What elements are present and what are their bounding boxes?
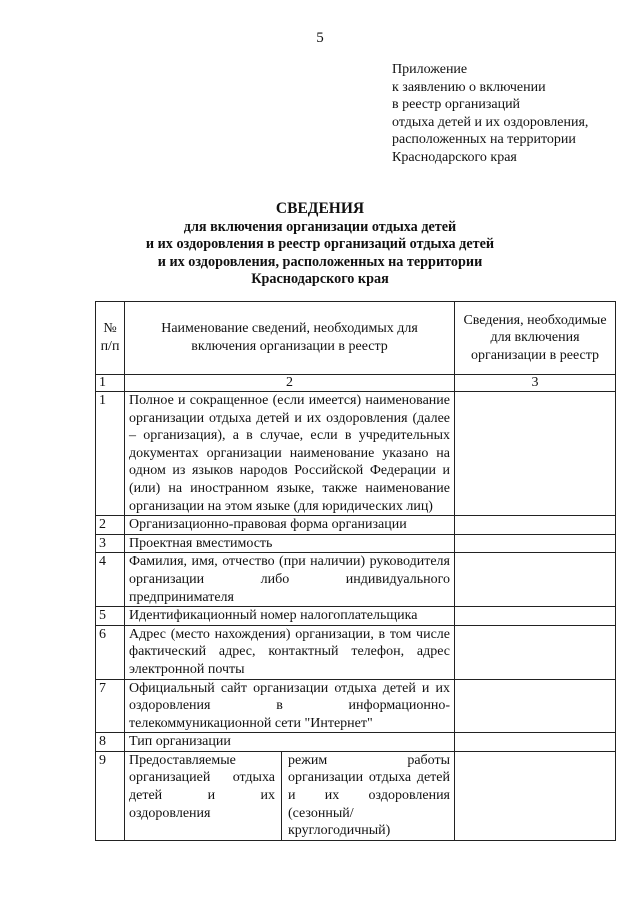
row-value-cell[interactable] xyxy=(455,553,616,607)
row-value-cell[interactable] xyxy=(455,392,616,516)
row-text-right: режим работы организации отдыха детей и их оздоровления (сезонный/круглогодичный) xyxy=(281,752,454,840)
table-row xyxy=(96,751,616,840)
row-text: Фамилия, имя, отчество (при наличии) руководителя организации либо индивидуального предпринимателя xyxy=(125,553,455,607)
row-number: 9 xyxy=(96,751,125,840)
appendix-line: Краснодарского края xyxy=(392,149,517,165)
appendix-line: расположенных на территории xyxy=(392,132,576,148)
column-number: 2 xyxy=(125,375,455,392)
table-row xyxy=(96,679,616,733)
header-info: Сведения, необходимые для включения организации в реестр xyxy=(455,302,616,375)
row-value-cell[interactable] xyxy=(455,733,616,752)
row-number: 8 xyxy=(96,733,125,752)
row-number: 5 xyxy=(96,607,125,626)
row-text: Официальный сайт организации отдыха детей и их оздоровления в информационно-телекоммуникационной сети "Интернет" xyxy=(125,679,455,733)
row-value-cell[interactable] xyxy=(455,625,616,679)
row-number: 3 xyxy=(96,534,125,553)
row-value-cell[interactable] xyxy=(455,751,616,840)
row-text: Идентификационный номер налогоплательщика xyxy=(125,607,455,626)
row-value-cell[interactable] xyxy=(455,516,616,535)
column-number: 3 xyxy=(455,375,616,392)
appendix-line: в реестр организаций xyxy=(392,97,521,113)
row-text-left: Предоставляемые организацией отдыха детей и их оздоровления xyxy=(129,752,275,821)
row-text: Организационно-правовая форма организации xyxy=(125,516,455,535)
table-row xyxy=(96,516,616,535)
table-row xyxy=(96,392,616,516)
column-number: 1 xyxy=(96,375,125,392)
subtitle-line: и их оздоровления в реестр организаций отдыха детей xyxy=(145,236,495,253)
row-value-cell[interactable] xyxy=(455,607,616,626)
row-text-split xyxy=(125,751,455,840)
appendix-line: отдыха детей и их оздоровления, xyxy=(392,114,589,130)
table-header-row xyxy=(96,302,616,375)
table-row xyxy=(96,733,616,752)
document-title: СВЕДЕНИЯ xyxy=(275,200,365,217)
page-number: 5 xyxy=(316,30,324,46)
header-name: Наименование сведений, необходимых для включения организации в реестр xyxy=(125,302,455,375)
appendix-line: к заявлению о включении xyxy=(392,79,546,95)
appendix-note xyxy=(392,61,632,167)
header-num: № п/п xyxy=(96,302,125,375)
row-number: 2 xyxy=(96,516,125,535)
row-text: Полное и сокращенное (если имеется) наименование организации отдыха детей и их оздоровления (далее – организация), а в случае, если в учредительных документах организации наименование указано на одном из языков народов Российской Федерации и (или) на иностранном языке, также наименование организации на этом языке (для юридических лиц) xyxy=(125,392,455,516)
table-row xyxy=(96,625,616,679)
row-value-cell[interactable] xyxy=(455,534,616,553)
appendix-line: Приложение xyxy=(392,62,468,77)
table-row xyxy=(96,534,616,553)
row-number: 6 xyxy=(96,625,125,679)
row-value-cell[interactable] xyxy=(455,679,616,733)
subtitle-line: и их оздоровления, расположенных на территории xyxy=(157,253,483,270)
row-number: 7 xyxy=(96,679,125,733)
row-text: Тип организации xyxy=(125,733,455,752)
table-row xyxy=(96,607,616,626)
information-table xyxy=(95,301,616,841)
subtitle-line: для включения организации отдыха детей xyxy=(183,218,457,235)
nested-cells xyxy=(125,752,454,840)
subtitle-line: Краснодарского края xyxy=(251,271,389,288)
document-title-block xyxy=(0,200,640,289)
row-number: 4 xyxy=(96,553,125,607)
table-row xyxy=(96,553,616,607)
column-number-row xyxy=(96,375,616,392)
row-number: 1 xyxy=(96,392,125,516)
row-text: Проектная вместимость xyxy=(125,534,455,553)
row-text: Адрес (место нахождения) организации, в том числе фактический адрес, контактный телефон, адрес электронной почты xyxy=(125,625,455,679)
